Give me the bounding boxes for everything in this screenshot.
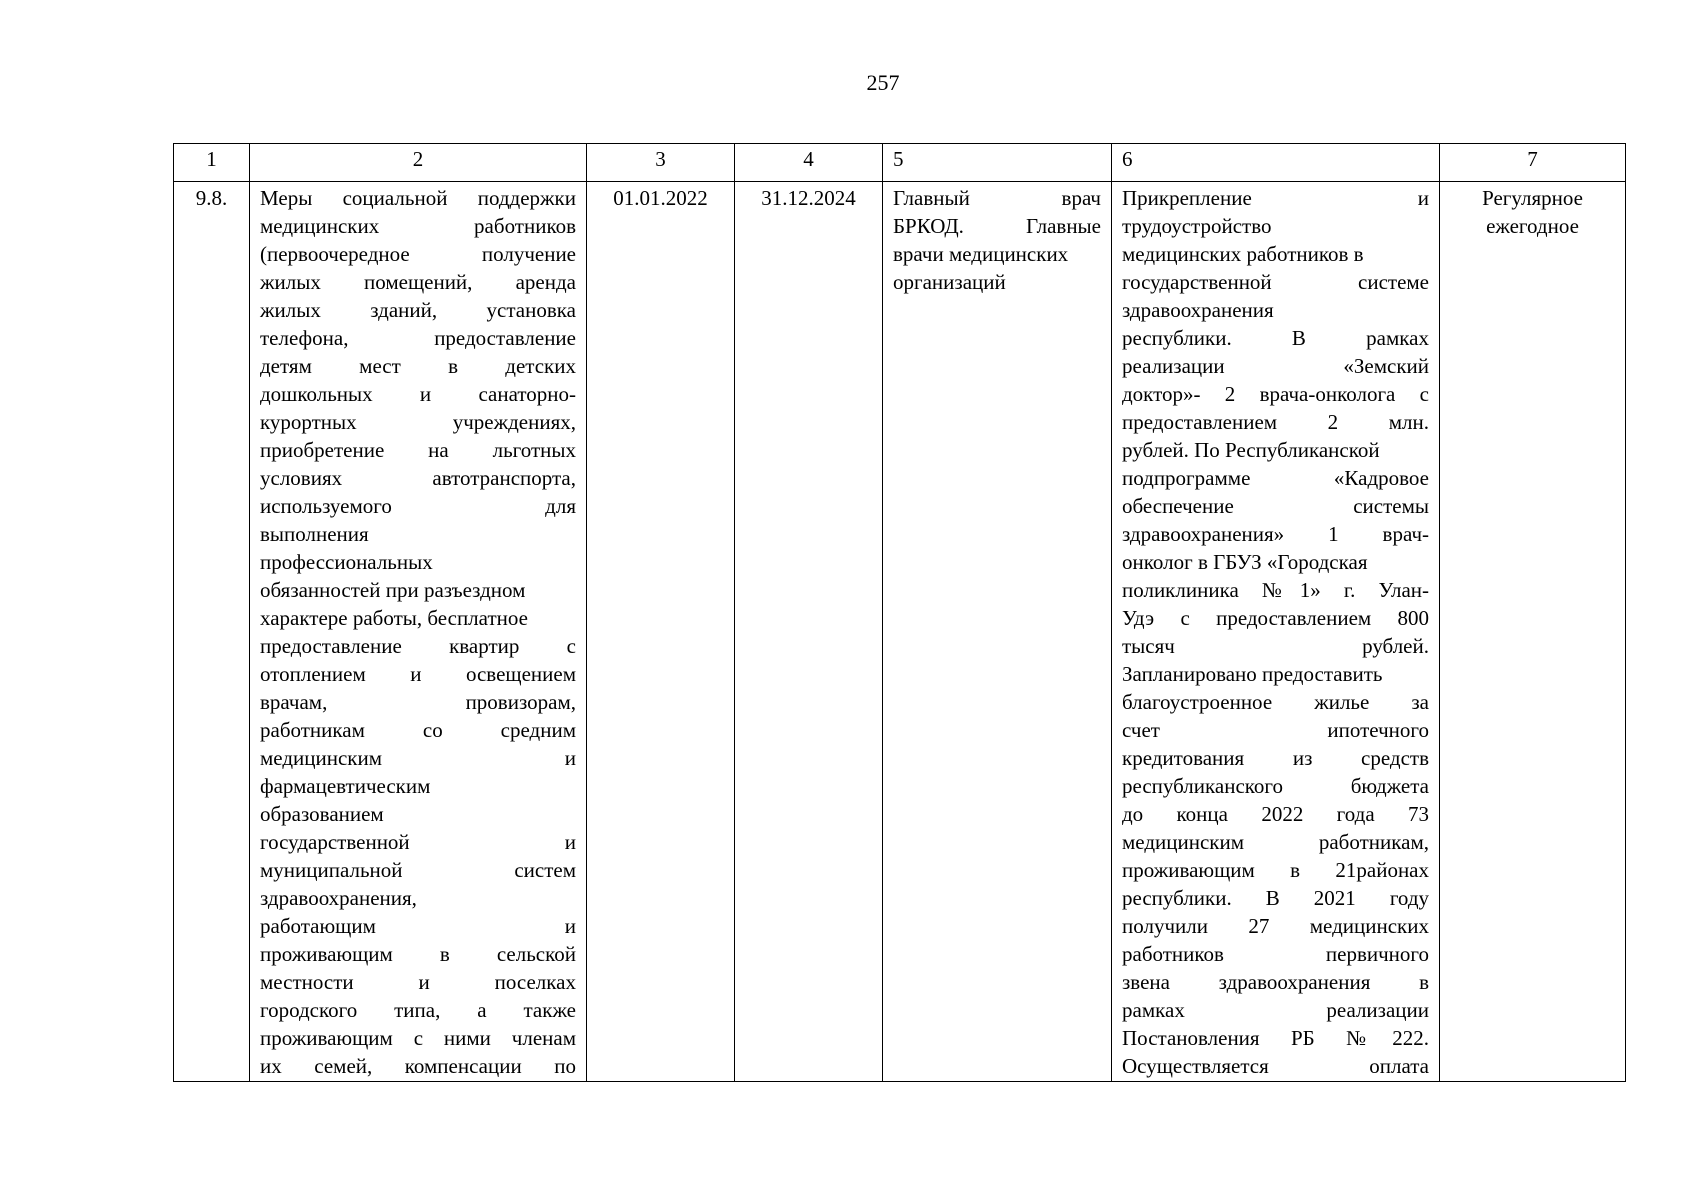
text-line: Удэ с предоставлением 800 — [1122, 606, 1429, 630]
text-line: звена здравоохранения в — [1122, 970, 1429, 994]
text-line: характере работы, бесплатное — [260, 606, 528, 630]
text-line: трудоустройство — [1122, 214, 1272, 238]
measures-table — [173, 143, 1626, 1082]
text-line: работающим и — [260, 914, 576, 938]
text-line: обеспечение системы — [1122, 494, 1429, 518]
text-line: республиканского бюджета — [1122, 774, 1429, 798]
text-line: медицинским работникам, — [1122, 830, 1429, 854]
text-line: доктор»- 2 врача-онколога с — [1122, 382, 1429, 406]
text-line: обязанностей при разъездном — [260, 578, 526, 602]
text-line: Меры социальной поддержки — [260, 186, 576, 210]
text-line: приобретение на льготных — [260, 438, 576, 462]
text-line: кредитования из средств — [1122, 746, 1429, 770]
text-line: онколог в ГБУЗ «Городская — [1122, 550, 1368, 574]
periodicity: Регулярное ежегодное — [1440, 182, 1626, 1082]
text-line: проживающим с ними членам — [260, 1026, 576, 1050]
text-line: дошкольных и санаторно- — [260, 382, 576, 406]
text-line: республики. В 2021 году — [1122, 886, 1429, 910]
start-date: 01.01.2022 — [587, 182, 735, 1082]
text-line: врачи медицинских — [893, 242, 1069, 266]
text-line: благоустроенное жилье за — [1122, 690, 1429, 714]
text-line: Прикрепление и — [1122, 186, 1429, 210]
text-line: предоставлением 2 млн. — [1122, 410, 1429, 434]
row-number: 9.8. — [174, 182, 250, 1082]
text-line: проживающим в 21районах — [1122, 858, 1429, 882]
text-line: их семей, компенсации по — [260, 1054, 576, 1078]
end-date: 31.12.2024 — [735, 182, 883, 1082]
text-line: предоставление квартир с — [260, 634, 576, 658]
header-cell-6: 6 — [1112, 144, 1440, 182]
header-cell-1: 1 — [174, 144, 250, 182]
text-line: Осуществляется оплата — [1122, 1054, 1429, 1078]
text-line: Запланировано предоставить — [1122, 662, 1383, 686]
text-line: республики. В рамках — [1122, 326, 1429, 350]
text-line: жилых помещений, аренда — [260, 270, 576, 294]
text-line: до конца 2022 года 73 — [1122, 802, 1429, 826]
text-line: медицинских работников в — [1122, 242, 1364, 266]
text-line: работников первичного — [1122, 942, 1429, 966]
text-line: образованием — [260, 802, 384, 826]
text-line: детям мест в детских — [260, 354, 576, 378]
text-line: работникам со средним — [260, 718, 576, 742]
page-number: 257 — [866, 70, 900, 95]
text-line: тысяч рублей. — [1122, 634, 1429, 658]
text-line: здравоохранения, — [260, 886, 417, 910]
text-line: выполнения — [260, 522, 369, 546]
text-line: рублей. По Республиканской — [1122, 438, 1380, 462]
header-cell-4: 4 — [735, 144, 883, 182]
text-line: получили 27 медицинских — [1122, 914, 1429, 938]
header-cell-7: 7 — [1440, 144, 1626, 182]
text-line: муниципальной систем — [260, 858, 576, 882]
text-line: (первоочередное получение — [260, 242, 576, 266]
text-line: фармацевтическим — [260, 774, 431, 798]
responsible — [883, 182, 1112, 1082]
header-cell-3: 3 — [587, 144, 735, 182]
text-line: медицинским и — [260, 746, 576, 770]
text-line: рамках реализации — [1122, 998, 1429, 1022]
text-line: здравоохранения — [1122, 298, 1274, 322]
text-line: государственной системе — [1122, 270, 1429, 294]
text-line: подпрограмме «Кадровое — [1122, 466, 1429, 490]
text-line: врачам, провизорам, — [260, 690, 576, 714]
table-row — [174, 182, 1626, 1082]
text-line: здравоохранения» 1 врач- — [1122, 522, 1429, 546]
result-description — [1112, 182, 1440, 1082]
text-line: профессиональных — [260, 550, 433, 574]
responsible-lines — [893, 184, 1101, 296]
text-line: Постановления РБ №222. — [1122, 1026, 1429, 1050]
text-line: Главный врач — [893, 186, 1101, 210]
text-line: организаций — [893, 270, 1006, 294]
text-line: поликлиника №1» г. Улан- — [1122, 578, 1429, 602]
header-row — [174, 144, 1626, 182]
text-line: используемого для — [260, 494, 576, 518]
text-line: условиях автотранспорта, — [260, 466, 576, 490]
measure-description — [250, 182, 587, 1082]
text-line: счет ипотечного — [1122, 718, 1429, 742]
text-line: проживающим в сельской — [260, 942, 576, 966]
text-line: телефона, предоставление — [260, 326, 576, 350]
text-line: курортных учреждениях, — [260, 410, 576, 434]
text-line: жилых зданий, установка — [260, 298, 576, 322]
text-line: местности и поселках — [260, 970, 576, 994]
text-line: реализации «Земский — [1122, 354, 1429, 378]
measure-lines — [260, 184, 576, 1080]
header-cell-5: 5 — [883, 144, 1112, 182]
result-lines — [1122, 184, 1429, 1080]
text-line: отоплением и освещением — [260, 662, 576, 686]
header-cell-2: 2 — [250, 144, 587, 182]
text-line: медицинских работников — [260, 214, 576, 238]
text-line: государственной и — [260, 830, 576, 854]
text-line: БРКОД. Главные — [893, 214, 1101, 238]
text-line: городского типа, а также — [260, 998, 576, 1022]
